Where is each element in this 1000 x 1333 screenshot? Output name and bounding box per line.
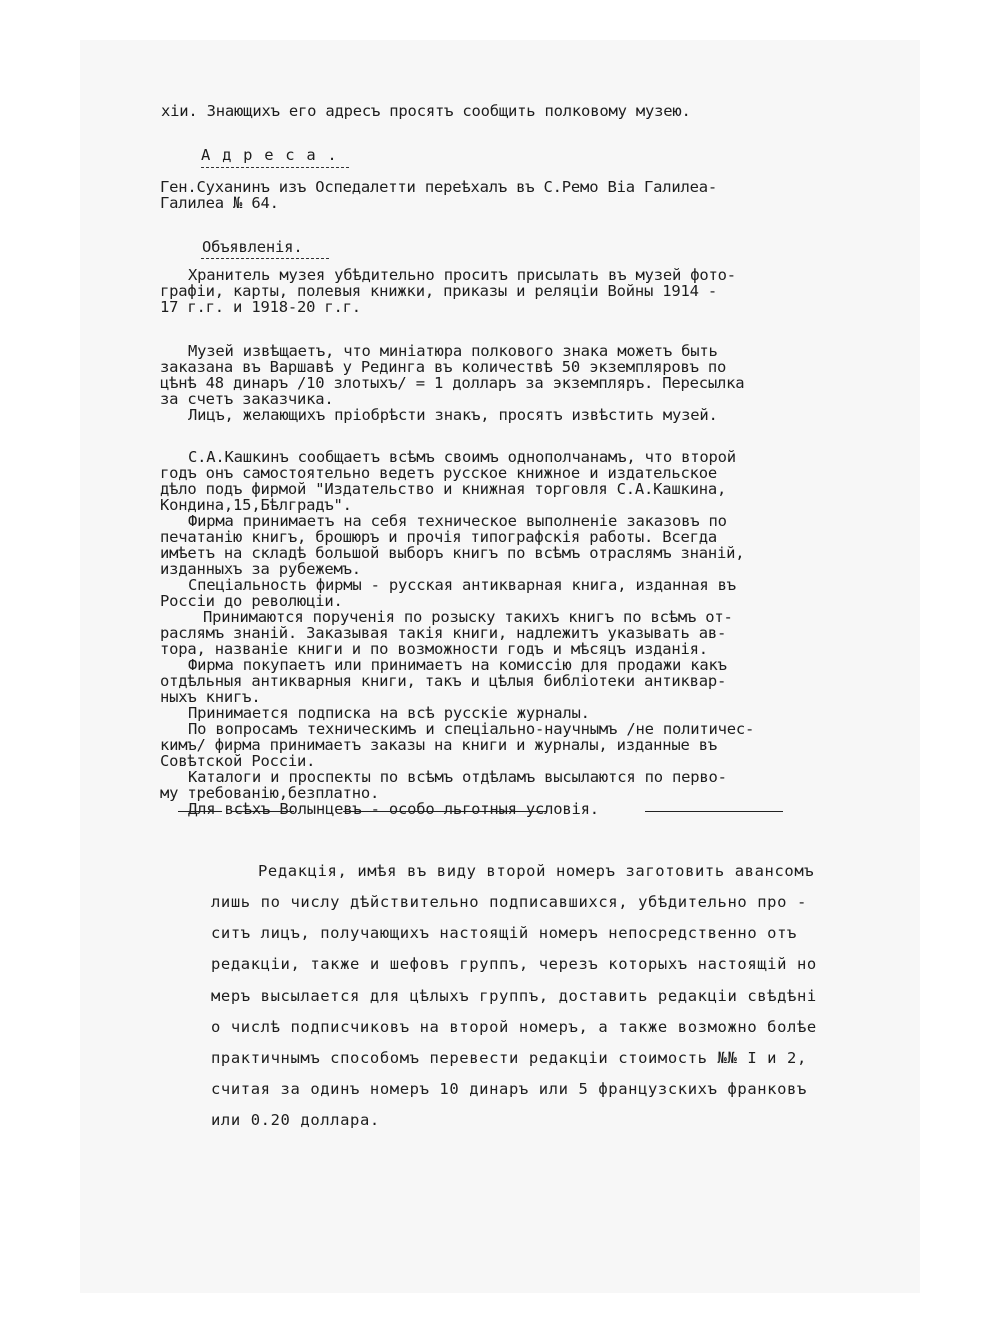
section-divider bbox=[232, 811, 294, 812]
notice-line: раслямъ знанiй. Заказывая такiя книги, надлежитъ указывать ав- bbox=[160, 624, 727, 642]
addresses-heading: А д р е с а . bbox=[201, 146, 338, 164]
notice-line: Каталоги и проспекты по всѣмъ отдѣламъ высылаются по перво- bbox=[188, 768, 727, 786]
editorial-line: меръ высылается для цѣлыхъ группъ, доставить редакцiи свѣдѣнi bbox=[211, 987, 817, 1005]
notice-line: Лицъ, желающихъ прiобрѣсти знакъ, просятъ извѣстить музей. bbox=[188, 406, 718, 424]
editorial-line: о числѣ подписчиковъ на второй номеръ, а также возможно болѣе bbox=[211, 1018, 817, 1036]
editorial-line: лишь по числу дѣйствительно подписавшихся, убѣдительно про - bbox=[211, 893, 807, 911]
announcements-heading: Объявленiя. bbox=[202, 238, 303, 256]
section-divider bbox=[343, 811, 546, 812]
notice-line: По вопросамъ техническимъ и спецiально-научнымъ /не политичес- bbox=[188, 720, 755, 738]
addresses-heading-underline bbox=[201, 167, 349, 168]
notice-line: Принимаются порученiя по розыску такихъ книгъ по всѣмъ от- bbox=[203, 608, 733, 626]
notice-line: му требованiю,безплатно. bbox=[160, 784, 380, 802]
notice-line: за счетъ заказчика. bbox=[160, 390, 334, 408]
address-line: Ген.Суханинъ изъ Оспедалетти переѣхалъ въ С.Ремо Вiа Галилеа- bbox=[160, 178, 718, 196]
notice-line: Совѣтской Россiи. bbox=[160, 752, 316, 770]
notice-line: Кондина,15,Бѣлградъ". bbox=[160, 496, 352, 514]
notice-line: Музей извѣщаетъ, что миніатюра полкового знака можетъ быть bbox=[188, 342, 718, 360]
announcements-heading-underline bbox=[201, 258, 329, 259]
editorial-line: Редакцiя, имѣя въ виду второй номеръ заготовить авансомъ bbox=[258, 862, 815, 880]
notice-line: тора, названiе книги и по возможности годъ и мѣсяцъ изданiя. bbox=[160, 640, 708, 658]
notice-line: дѣло подъ фирмой "Издательство и книжная торговля С.А.Кашкина, bbox=[160, 480, 727, 498]
notice-line: графiи, карты, полевыя книжки, приказы и реляцiи Войны 1914 - bbox=[160, 282, 718, 300]
notice-line: изданныхъ за рубежемъ. bbox=[160, 560, 361, 578]
editorial-line: или 0.20 доллара. bbox=[211, 1111, 380, 1129]
notice-line: имѣетъ на складѣ большой выборъ книгъ по всѣмъ отраслямъ знанiй, bbox=[160, 544, 745, 562]
notice-line: Принимается подписка на всѣ русскiе журналы. bbox=[188, 704, 590, 722]
notice-line: Хранитель музея убѣдительно проситъ присылать въ музей фото- bbox=[188, 266, 736, 284]
address-line: Галилеа № 64. bbox=[160, 194, 279, 212]
notice-line: Фирма принимаетъ на себя техническое выполненiе заказовъ по bbox=[188, 512, 727, 530]
editorial-line: практичнымъ способомъ перевести редакцiи стоимость №№ I и 2, bbox=[211, 1049, 807, 1067]
section-divider bbox=[645, 811, 783, 812]
notice-line: заказана въ Варшавѣ у Рединга въ количествѣ 50 экземпляровъ по bbox=[160, 358, 727, 376]
notice-line: печатанiю книгъ, брошюръ и прочiя типографскiя работы. Всегда bbox=[160, 528, 718, 546]
notice-line: годъ онъ самостоятельно ведетъ русское книжное и издательское bbox=[160, 464, 718, 482]
notice-line: С.А.Кашкинъ сообщаетъ всѣмъ своимъ однополчанамъ, что второй bbox=[188, 448, 736, 466]
notice-line: 17 г.г. и 1918-20 г.г. bbox=[160, 298, 361, 316]
section-divider bbox=[178, 811, 222, 812]
notice-line: Для всѣхъ Волынцевъ - особо льготныя условiя. bbox=[188, 800, 599, 818]
notice-line: цѣнѣ 48 динаръ /10 злотыхъ/ = 1 долларъ за экземпляръ. Пересылка bbox=[160, 374, 745, 392]
notice-line: отдѣльныя антикварныя книги, такъ и цѣлыя библiотеки антиквар- bbox=[160, 672, 727, 690]
notice-line: Фирма покупаетъ или принимаетъ на комиссiю для продажи какъ bbox=[188, 656, 727, 674]
notice-line: ныхъ книгъ. bbox=[160, 688, 261, 706]
notice-line: Спецiальность фирмы - русская антикварная книга, изданная въ bbox=[188, 576, 736, 594]
editorial-line: редакцiи, также и шефовъ группъ, черезъ которыхъ настоящiй но bbox=[211, 955, 817, 973]
notice-line: Россiи до революцiи. bbox=[160, 592, 343, 610]
notice-line: кимъ/ фирма принимаетъ заказы на книги и журналы, изданные въ bbox=[160, 736, 718, 754]
editorial-line: ситъ лицъ, получающихъ настоящiй номеръ непосредственно отъ bbox=[211, 924, 797, 942]
intro-line: хiи. Знающихъ его адресъ просятъ сообщить полковому музею. bbox=[161, 102, 691, 120]
editorial-line: считая за одинъ номеръ 10 динаръ или 5 французскихъ франковъ bbox=[211, 1080, 807, 1098]
